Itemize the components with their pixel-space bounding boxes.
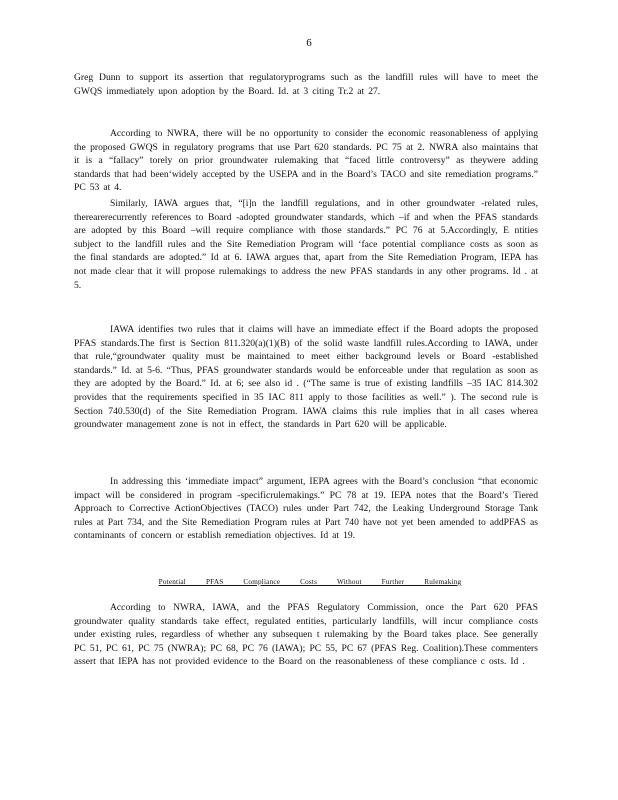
- paragraph-nwra: According to NWRA, there will be no opportunity to consider the economic reasonableness of applying the proposed GWQS in regulatory programs that use Part 620 standards. PC 75 at 2. NWRA also maintains that it is a “fallacy” torely on prior groundwater rulemaking that “faced little controversy” as theywere adding standards that had been‘widely accepted by the USEPA and in the Board’s TACO and site remediation programs.” PC 53 at 4.: [74, 128, 538, 194]
- paragraph-iawa-rules: IAWA identifies two rules that it claims will have an immediate effect if the Board adopts the proposed PFAS standards.The first is Section 811.320(a)(1)(B) of the solid waste landfill rules.According to IAWA, under that rule,“groundwater quality must be maintained to meet either background levels or Board -established standards.” Id. at 5-6. “Thus, PFAS groundwater standards would be enforceable under that regulation as soon as they are adopted by the Board.” Id. at 6; see also id . (“The same is true of existing landfills –35 IAC 814.302 provides that the requirements specified in 35 IAC 811 apply to those facilities as well.” ). The second rule is Section 740.530(d) of the Site Remediation Program. IAWA claims this rule implies that in all cases wherea groundwater management zone is not in effect, the standards in Part 620 will be applicable.: [74, 324, 538, 431]
- paragraph-continued: Greg Dunn to support its assertion that regulatoryprograms such as the landfill rules will have to meet the GWQS immediately upon adoption by the Board. Id. at 3 citing Tr.2 at 27.: [74, 72, 538, 97]
- page-number: 6: [306, 37, 312, 49]
- paragraph-iawa-argues: Similarly, IAWA argues that, “[i]n the landfill regulations, and in other groundwater -related rules, therearerecurrently references to Board -adopted groundwater standards, which –if and when the PFAS standards are adopted by this Board –will require compliance with those standards.” PC 76 at 5.Accordingly, E ntities subject to the landfill rules and the Site Remediation Program will ‘face potential compliance costs as soon as the final standards are adopted.” Id at 6. IAWA argues that, apart from the Site Remediation Program, IEPA has not made clear that it will propose rulemakings to address the new PFAS standards in any other programs. Id . at 5.: [74, 198, 538, 291]
- section-heading: Potential PFAS Compliance Costs Without Further Rulemaking: [158, 578, 462, 586]
- paragraph-compliance-costs: According to NWRA, IAWA, and the PFAS Regulatory Commission, once the Part 620 PFAS groundwater quality standards take effect, regulated entities, particularly landfills, will incur compliance costs under existing rules, regardless of whether any subsequen t rulemaking by the Board takes place. See generally PC 51, PC 61, PC 75 (NWRA); PC 68, PC 76 (IAWA); PC 55, PC 67 (PFAS Reg. Coalition).These commenters assert that IEPA has not provided evidence to the Board on the reasonableness of these compliance c osts. Id .: [74, 602, 538, 668]
- paragraph-iepa-response: In addressing this ‘immediate impact” argument, IEPA agrees with the Board’s conclusion “that economic impact will be considered in program -specificrulemakings.” PC 78 at 19. IEPA notes that the Board’s Tiered Approach to Corrective ActionObjectives (TACO) rules under Part 742, the Leaking Underground Storage Tank rules at Part 734, and the Site Remediation Program rules at Part 740 have not yet been amended to addPFAS as contaminants of concern or establish remediation objectives. Id at 19.: [74, 476, 538, 542]
